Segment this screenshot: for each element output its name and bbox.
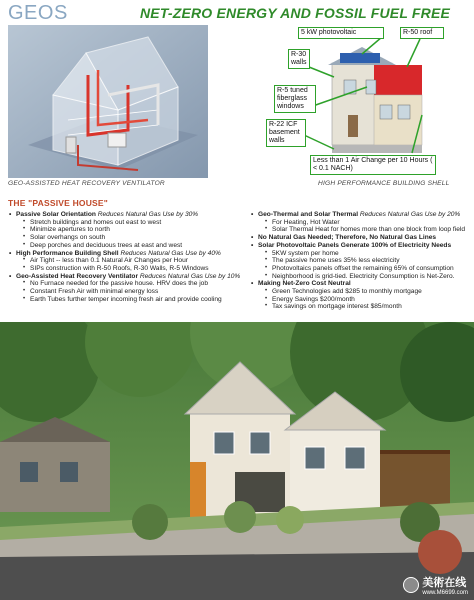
callout-walls: R-30 walls	[288, 49, 310, 69]
list-item	[8, 250, 242, 273]
sub-item: • 5KW system per home	[250, 250, 472, 258]
list-item	[250, 280, 472, 311]
left-figure-caption: GEO-ASSISTED HEAT RECOVERY VENTILATOR	[8, 180, 165, 187]
right-figure-caption: HIGH PERFORMANCE BUILDING SHELL	[318, 180, 450, 187]
hrv-cutaway-diagram	[8, 25, 208, 178]
section-title: THE "PASSIVE HOUSE"	[8, 198, 109, 208]
neighborhood-rendering	[0, 322, 474, 600]
list-item	[8, 273, 242, 304]
watermark-logo-icon	[403, 577, 419, 593]
list-item	[250, 234, 472, 242]
item-title: No Natural Gas Needed; Therefore, No Natural Gas Lines	[258, 234, 437, 242]
sub-item: • Deep porches and deciduous trees at east and west	[8, 242, 242, 250]
callout-basement: R-22 ICF basement walls	[266, 119, 306, 147]
watermark-text: 美術在线	[422, 577, 467, 589]
sub-item: • SIPs construction with R-50 Roofs, R-30 Walls, R-5 Windows	[8, 265, 242, 273]
item-title: Making Net-Zero Cost Neutral	[258, 280, 351, 288]
left-feature-list	[8, 211, 242, 303]
watermark	[403, 574, 468, 596]
callout-windows: R-5 tuned fiberglass windows	[274, 85, 316, 113]
list-item	[8, 211, 242, 250]
list-item	[250, 242, 472, 281]
callout-air-change: Less than 1 Air Change per 10 Hours ( < 0.1 NACH)	[310, 155, 436, 175]
item-title: High Performance Building Shell	[16, 249, 119, 257]
list-item	[250, 211, 472, 234]
sub-item: • Stretch buildings and homes out east to west	[8, 219, 242, 227]
brand-title: GEOS	[8, 2, 68, 24]
callout-roof: R-50 roof	[400, 27, 444, 39]
sub-item: • Tax savings on mortgage interest $85/month	[250, 303, 472, 311]
sub-item: • The passive home uses 35% less electricity	[250, 257, 472, 265]
sub-item: • Energy Savings $200/month	[250, 296, 472, 304]
building-shell-diagram	[262, 25, 472, 178]
item-note: Reduces Natural Gas Use by 20%	[359, 211, 461, 218]
item-title: Passive Solar Orientation	[16, 211, 96, 218]
callout-photovoltaic: 5 kW photovoltaic	[298, 27, 384, 39]
house-cutaway-illustration	[8, 25, 208, 178]
right-feature-list	[250, 211, 472, 311]
sub-item: • Solar Thermal Heat for homes more than one block from loop field	[250, 226, 472, 234]
sub-item: • Photovoltaics panels offset the remaining 65% of consumption	[250, 265, 472, 273]
item-note: Reduces Natural Gas Use by 10%	[139, 272, 241, 280]
item-title: Solar Photovoltaic Panels Generate 100% of Electricity Needs	[258, 241, 452, 249]
sub-item: • Minimize apertures to north	[8, 226, 242, 234]
sub-item: • Air Tight -- less than 0.1 Natural Air Changes per Hour	[8, 257, 242, 265]
sub-item: • Earth Tubes further temper incoming fresh air and provide cooling	[8, 296, 242, 304]
street-scene-illustration	[0, 322, 474, 600]
sub-item: • Constant Fresh Air with minimal energy loss	[8, 288, 242, 296]
sub-item: • Solar overhangs on south	[8, 234, 242, 242]
sub-item: • Green Technologies add $285 to monthly mortgage	[250, 288, 472, 296]
header	[0, 0, 474, 26]
sub-item: • Neighborhood is grid-tied. Electricity Consumption is Net-Zero.	[250, 273, 472, 281]
item-note: Reduces Natural Gas Use by 30%	[97, 211, 199, 218]
sub-item: • For Heating, Hot Water	[250, 219, 472, 227]
item-note: Reduces Natural Gas Use by 40%	[120, 249, 221, 257]
watermark-site: www.M6699.com	[422, 590, 468, 596]
item-title: Geo-Thermal and Solar Thermal	[258, 211, 359, 218]
item-title: Geo-Assisted Heat Recovery Ventilator	[16, 272, 139, 280]
headline: NET-ZERO ENERGY AND FOSSIL FUEL FREE	[140, 5, 451, 21]
sub-item: • No Furnace needed for the passive house. HRV does the job	[8, 280, 242, 288]
